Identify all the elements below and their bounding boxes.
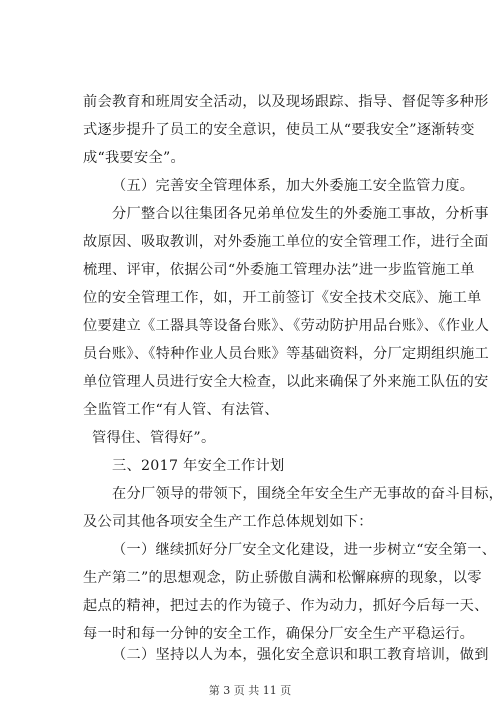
- paragraph-line: 分厂整合以往集团各兄弟单位发生的外委施工事故，分析事: [112, 206, 489, 222]
- paragraph-line: 生产第二”的思想观念，防止骄傲自满和松懈麻痹的现象，以零: [83, 570, 482, 586]
- paragraph-line: 式逐步提升了员工的安全意识，使员工从“要我安全”逐渐转变: [83, 122, 475, 138]
- paragraph-line: 故原因、吸取教训，对外委施工单位的安全管理工作，进行全面: [83, 234, 489, 250]
- paragraph-line: 梳理、评审，依据公司“外委施工管理办法”进一步监管施工单: [83, 262, 475, 278]
- paragraph-line: （二）坚持以人为本，强化安全意识和职工教育培训，做到: [112, 647, 489, 663]
- paragraph-line: （一）继续抓好分厂安全文化建设，进一步树立“安全第一、: [112, 542, 497, 558]
- paragraph-line: 起点的精神，把过去的作为镜子、作为动力，抓好今后每一天、: [83, 598, 489, 614]
- page-number-footer: 第 3 页 共 11 页: [208, 684, 292, 697]
- paragraph-line: 位的安全管理工作，如，开工前签订《安全技术交底》、施工单: [83, 290, 482, 306]
- paragraph-line: 单位管理人员进行安全大检查，以此来确保了外来施工队伍的安: [83, 374, 489, 390]
- paragraph-line: 及公司其他各项安全生产工作总体规划如下：: [83, 514, 373, 530]
- paragraph-line: 每一时和每一分钟的安全工作，确保分厂安全生产平稳运行。: [83, 626, 475, 642]
- paragraph-line: 位要建立《工器具等设备台账》、《劳动防护用品台账》、《作业人: [83, 318, 490, 334]
- paragraph-line: 前会教育和班周安全活动，以及现场跟踪、指导、督促等多种形: [83, 94, 489, 110]
- paragraph-line: 在分厂领导的带领下，围绕全年安全生产无事故的奋斗目标，: [112, 486, 503, 502]
- paragraph-line: 全监管工作“有人管、有法管、: [83, 402, 279, 418]
- paragraph-line: 成“我要安全”。: [83, 150, 186, 166]
- paragraph-line: 员台账》、《特种作业人员台账》等基础资料，分厂定期组织施工: [83, 346, 489, 362]
- paragraph-line: 管得住、管得好”。: [92, 430, 216, 446]
- section-heading: （五）完善安全管理体系，加大外委施工安全监管力度。: [112, 178, 475, 194]
- section-heading: 三、2017 年安全工作计划: [112, 458, 285, 474]
